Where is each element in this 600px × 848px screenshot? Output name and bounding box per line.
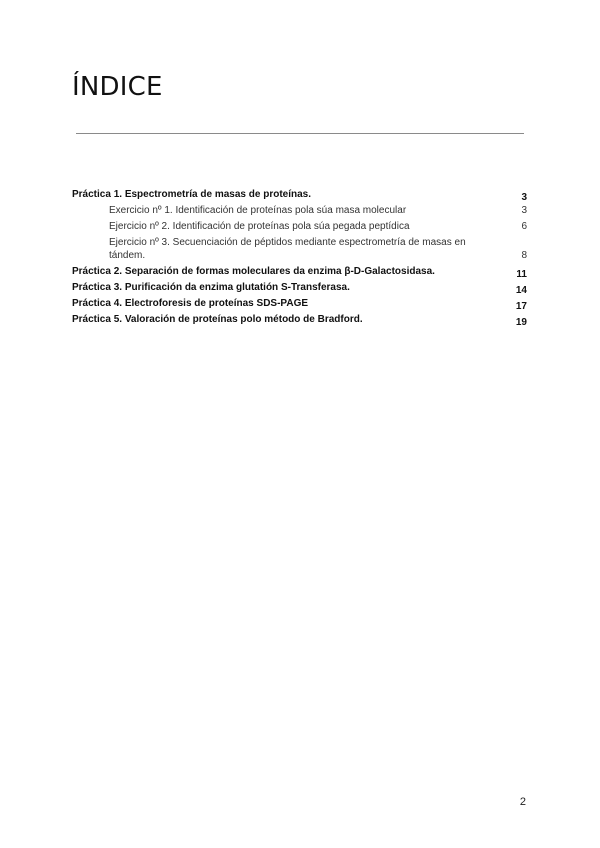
toc-entry-page: 19: [515, 317, 527, 328]
toc-entry-ejercicio-2[interactable]: [72, 220, 527, 233]
toc-entry-label: Ejercicio nº 3. Secuenciación de péptidos mediante espectrometría de masas en tándem.: [109, 237, 466, 261]
toc-entry-exercicio-1[interactable]: [72, 204, 527, 217]
toc-entry-practica-4[interactable]: [72, 297, 527, 310]
title-divider: [76, 133, 524, 134]
toc-entry-page: 14: [515, 285, 527, 296]
toc-entry-practica-2[interactable]: [72, 265, 527, 278]
toc-entry-page: 8: [521, 250, 527, 261]
toc-entry-label: Ejercicio nº 2. Identificación de proteínas pola súa pegada peptídica: [109, 221, 410, 232]
toc-entry-practica-3[interactable]: [72, 281, 527, 294]
toc-entry-practica-5[interactable]: [72, 313, 527, 326]
page-title: ÍNDICE: [72, 72, 163, 102]
toc-entry-page: 3: [521, 205, 527, 216]
toc-entry-practica-1[interactable]: [72, 188, 527, 201]
toc-entry-page: 3: [521, 192, 527, 203]
toc-entry-page: 11: [516, 269, 527, 280]
toc-entry-label: Práctica 4. Electroforesis de proteínas SDS-PAGE: [72, 298, 309, 309]
toc-entry-page: 17: [515, 301, 527, 312]
page-number: 2: [519, 796, 526, 808]
toc-entry-label: Práctica 2. Separación de formas moleculares da enzima β-D-Galactosidasa.: [72, 266, 435, 277]
toc-entry-label: Práctica 1. Espectrometría de masas de proteínas.: [72, 189, 311, 200]
toc-entry-label: Exercicio nº 1. Identificación de proteínas pola súa masa molecular: [109, 205, 407, 216]
toc-entry-label: Práctica 5. Valoración de proteínas polo método de Bradford.: [72, 314, 363, 325]
toc-entry-page: 6: [521, 221, 527, 232]
table-of-contents: [72, 188, 527, 326]
toc-entry-ejercicio-3[interactable]: [72, 236, 527, 262]
toc-entry-label: Práctica 3. Purificación da enzima glutatión S-Transferasa.: [72, 282, 350, 293]
